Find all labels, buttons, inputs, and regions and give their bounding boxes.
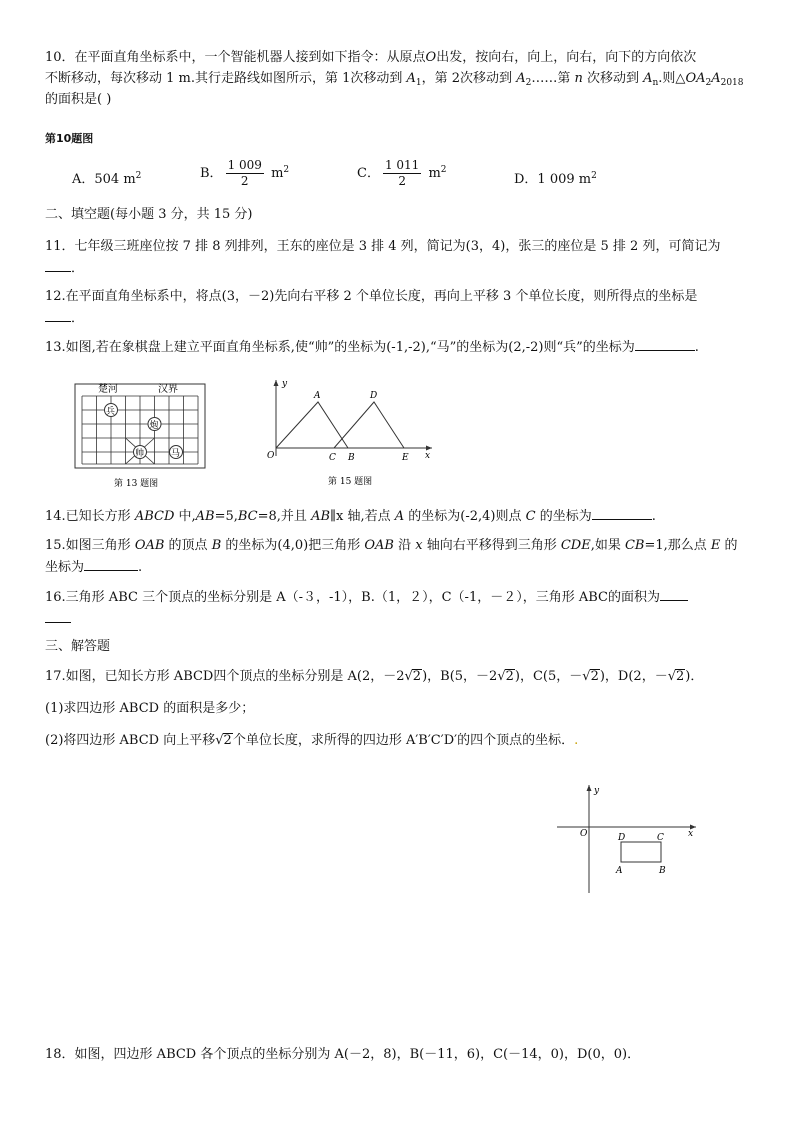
q12-text: 12.在平面直角坐标系中，将点(3，－2)先向右平移 2 个单位长度，再向上平移 3 个单位长度，则所得点的坐标是 (45, 289, 698, 304)
q11-answer-line: ． (45, 257, 757, 279)
section-3-heading: 三、解答题 (45, 639, 111, 654)
q15-line2: 坐标为 . (45, 556, 757, 578)
fig15-point-e: E (402, 453, 409, 463)
q10-option-a: A．504 $m^2$ (72, 171, 142, 187)
q14-blank[interactable] (592, 505, 652, 520)
q10-option-c: C． $\frac{1 011}{2}$ $m^2$ (357, 158, 447, 188)
q17-part-1: (1)求四边形 ABCD 的面积是多少； (45, 701, 255, 716)
x-axis-arrow-icon (426, 446, 432, 451)
fig17-point-b: B (659, 866, 666, 876)
figure-17-rectangle (552, 783, 700, 895)
sqrt-2: √2 (404, 669, 422, 684)
soldier-piece-label: 兵 (106, 407, 116, 417)
q11-text: 11．七年级三班座位按 7 排 8 列排列，王东的座位是 3 排 4 列，简记为(3，4)，张三的座位是 5 排 2 列，可简记为 (45, 239, 721, 254)
question-11 (45, 236, 757, 279)
q17-line1: 17.如图，已知长方形 ABCD四个顶点的坐标分别是 A(2，－2√2)，B(5，－2√2)，C(5，－√2)，D(2，－√2)． (45, 669, 704, 684)
sqrt-2: √2 (582, 669, 599, 684)
question-14: 14.已知长方形 ABCD 中,AB=5,BC=8,并且 AB∥x 轴,若点 A 的坐标为(-2,4)则点 C 的坐标为 . (45, 505, 757, 527)
q10-figure-label: 第10题图 (45, 132, 94, 145)
fig17-point-c: C (657, 833, 664, 843)
q16-line1: 16.三角形 ABC 三个顶点的坐标分别是 A（-３，-1），B.（1，２），C（-1，－２），三角形 ABC的面积为 (45, 586, 757, 608)
figure-15-triangles (262, 376, 440, 490)
fig17-x-label: x (688, 829, 694, 839)
q10-option-b-fraction: $\frac{1 009}{2}$ (227, 158, 262, 188)
fig17-point-d: D (618, 833, 626, 843)
q13-blank[interactable] (635, 336, 695, 351)
figure-13-caption: 第 13 题图 (114, 479, 159, 489)
river-label-left: 楚河 (98, 384, 118, 395)
fig15-point-c: C (329, 453, 336, 463)
question-17 (45, 666, 757, 687)
question-18: 18．如图，四边形 ABCD 各个顶点的坐标分别为 A(－2，8)，B(－11，6)，C(－14，0)，D(0，0)． (45, 1047, 641, 1062)
sqrt-2: √2 (667, 669, 685, 684)
q16-line2 (45, 608, 757, 630)
question-15 (45, 535, 757, 578)
q15-line1: 15.如图三角形 OAB 的顶点 B 的坐标为(4,0)把三角形 OAB 沿 x 轴向右平移得到三角形 CDE,如果 CB=1,那么点 E 的 (45, 538, 738, 553)
y-axis-arrow-icon (587, 785, 592, 791)
marshal-piece-label: 帅 (135, 449, 145, 459)
fig17-y-label: y (594, 786, 600, 796)
q12-answer-line: ． (45, 307, 757, 329)
sqrt-2: √2 (215, 733, 232, 748)
q15-blank[interactable] (84, 556, 138, 571)
fig15-origin-label: O (267, 451, 275, 461)
q17-part-2: (2)将四边形 ABCD 向上平移√2个单位长度，求所得的四边形 A′B′C′D′的四个顶点的坐标．. (45, 733, 579, 748)
q10-option-d: D．1 009 $m^2$ (514, 171, 597, 187)
rectangle-abcd (621, 842, 661, 862)
q12-blank[interactable] (45, 307, 71, 322)
question-10 (45, 47, 757, 110)
triangle-cde (334, 402, 404, 448)
sqrt-2: √2 (497, 669, 514, 684)
question-12 (45, 286, 757, 329)
fig15-point-b: B (348, 453, 355, 463)
y-axis-arrow-icon (274, 380, 279, 386)
fig17-origin-label: O (580, 829, 588, 839)
q10-line2: 不断移动，每次移动 1 m.其行走路线如图所示，第 1次移动到 $A_1$，第 2次移动到 $A_2\dots\dots$第 n 次移动到 $A_n$.则$\triangle OA_2A_{2018}$ (45, 71, 744, 88)
question-13: 13.如图,若在象棋盘上建立平面直角坐标系,使“帅”的坐标为(-1,-2),“马”的坐标为(2,-2)则“兵”的坐标为 . (45, 336, 757, 358)
triangle-oab (276, 402, 348, 448)
fig15-y-label: y (282, 379, 288, 389)
q10-option-b: B． $\frac{1 009}{2}$ $m^2$ (200, 158, 290, 188)
horse-piece-label: 马 (171, 449, 181, 459)
figure-13-chessboard (70, 378, 210, 490)
q16-blank[interactable] (660, 586, 688, 601)
fig15-point-d: D (370, 391, 378, 401)
q10-option-c-fraction: $\frac{1 011}{2}$ (384, 158, 420, 188)
fig17-point-a: A (616, 866, 623, 876)
fig15-point-a: A (314, 391, 321, 401)
river-label-right: 汉界 (158, 384, 178, 395)
question-16 (45, 586, 757, 630)
cannon-piece-label: 炮 (149, 421, 159, 431)
q16-blank-continued[interactable] (45, 608, 71, 623)
q10-line3: 的面积是( ) (45, 92, 112, 107)
section-2-heading: 二、填空题(每小题 3 分，共 15 分) (45, 207, 253, 222)
q11-blank[interactable] (45, 257, 71, 272)
figure-15-caption: 第 15 题图 (328, 477, 373, 487)
q10-line1: 10．在平面直角坐标系中，一个智能机器人接到如下指令：从原点O出发，按向右，向上，向右，向下的方向依次 (45, 50, 697, 65)
fig15-x-label: x (425, 451, 431, 461)
